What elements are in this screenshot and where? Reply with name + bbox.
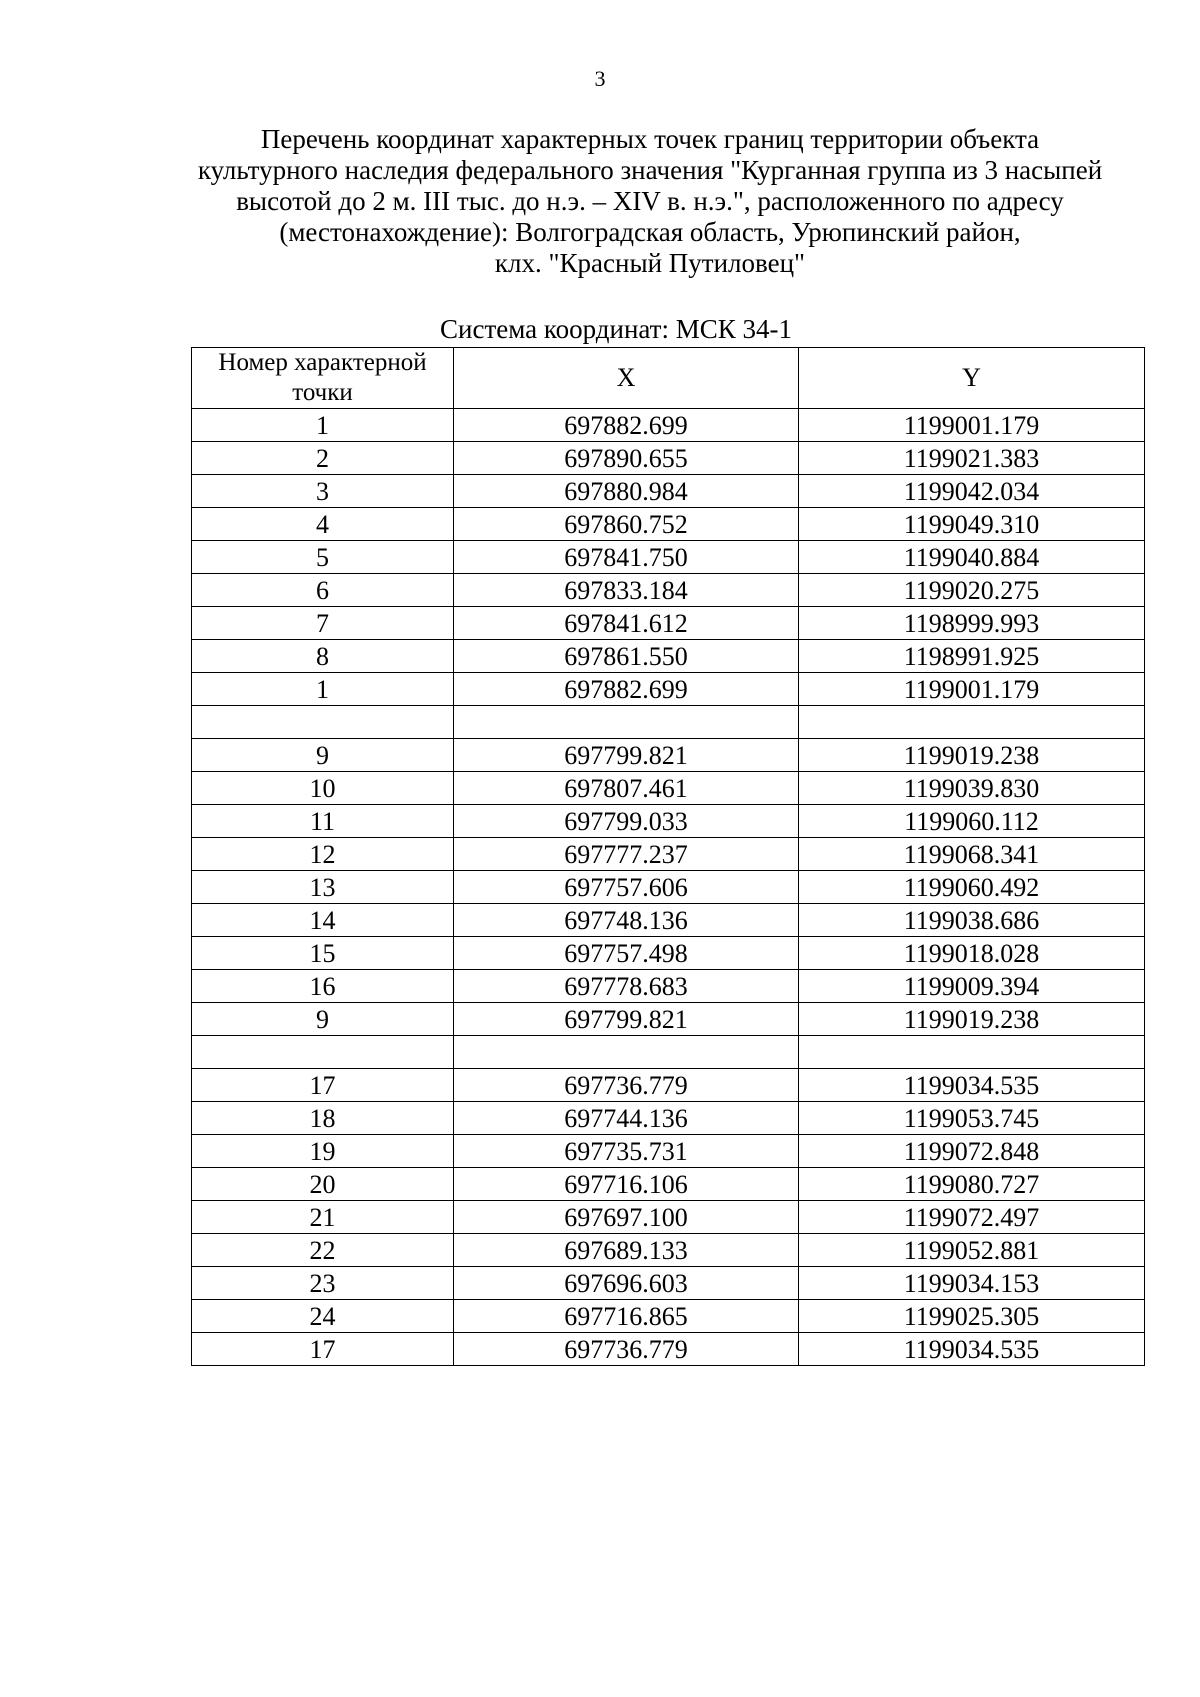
cell-x: 697744.136: [454, 1102, 799, 1135]
cell-y: 1198999.993: [799, 607, 1145, 640]
cell-y: 1198991.925: [799, 640, 1145, 673]
cell-y: 1199034.535: [799, 1333, 1145, 1366]
cell-point-number: 23: [192, 1267, 454, 1300]
cell-point-number: 16: [192, 970, 454, 1003]
table-header-row: [192, 348, 1145, 409]
cell-point-number: 2: [192, 442, 454, 475]
table-row: [192, 541, 1145, 574]
cell-x: 697777.237: [454, 838, 799, 871]
title-line: культурного наследия федерального значения "Курганная группа из 3 насыпей: [197, 155, 1103, 185]
table-row: [192, 1300, 1145, 1333]
cell-point-number: 1: [192, 673, 454, 706]
cell-point-number: 15: [192, 937, 454, 970]
cell-x: 697860.752: [454, 508, 799, 541]
table-row: [192, 1003, 1145, 1036]
table-row: [192, 706, 1145, 739]
cell-y: 1199080.727: [799, 1168, 1145, 1201]
cell-point-number: 1: [192, 409, 454, 442]
cell-x: 697736.779: [454, 1333, 799, 1366]
cell-y: 1199020.275: [799, 574, 1145, 607]
cell-x: 697757.498: [454, 937, 799, 970]
cell-point-number: 3: [192, 475, 454, 508]
cell-y: 1199034.153: [799, 1267, 1145, 1300]
table-row: [192, 739, 1145, 772]
cell-x: 697696.603: [454, 1267, 799, 1300]
cell-x: 697890.655: [454, 442, 799, 475]
table-row: [192, 805, 1145, 838]
cell-x: 697799.821: [454, 739, 799, 772]
cell-y: 1199018.028: [799, 937, 1145, 970]
cell-x: 697841.750: [454, 541, 799, 574]
cell-y: 1199039.830: [799, 772, 1145, 805]
cell-y: 1199042.034: [799, 475, 1145, 508]
cell-x: 697716.865: [454, 1300, 799, 1333]
cell-point-number: 20: [192, 1168, 454, 1201]
cell-y: 1199072.848: [799, 1135, 1145, 1168]
header-x: X: [454, 348, 799, 409]
coordinate-system-caption: Система координат: МСК 34-1: [440, 314, 792, 344]
cell-y: 1199072.497: [799, 1201, 1145, 1234]
cell-y: 1199068.341: [799, 838, 1145, 871]
cell-x: 697882.699: [454, 409, 799, 442]
cell-point-number: 5: [192, 541, 454, 574]
title-line: клх. "Красный Путиловец": [494, 248, 806, 278]
table-row: [192, 1036, 1145, 1069]
table-row: [192, 508, 1145, 541]
cell-point-number: 13: [192, 871, 454, 904]
table-row: [192, 1201, 1145, 1234]
table-row: [192, 1168, 1145, 1201]
header-y: Y: [799, 348, 1145, 409]
title-line: (местонахождение): Волгоградская область, Урюпинский район,: [279, 217, 1021, 247]
cell-x: 697799.821: [454, 1003, 799, 1036]
table-row: [192, 1234, 1145, 1267]
cell-point-number: 8: [192, 640, 454, 673]
title-line: Перечень координат характерных точек границ территории объекта: [260, 124, 1040, 154]
title-line: высотой до 2 м. III тыс. до н.э. – XIV в. н.э.", расположенного по адресу: [236, 186, 1064, 216]
cell-point-number: 9: [192, 739, 454, 772]
cell-point-number: 17: [192, 1069, 454, 1102]
table-row: [192, 1267, 1145, 1300]
cell-x: [454, 1036, 799, 1069]
table-row: [192, 970, 1145, 1003]
table-row: [192, 607, 1145, 640]
cell-y: [799, 1036, 1145, 1069]
table-row: [192, 475, 1145, 508]
table-row: [192, 1102, 1145, 1135]
cell-point-number: [192, 706, 454, 739]
table-body: [192, 409, 1145, 1366]
cell-y: 1199040.884: [799, 541, 1145, 574]
cell-x: 697833.184: [454, 574, 799, 607]
table-row: [192, 1135, 1145, 1168]
cell-point-number: 7: [192, 607, 454, 640]
table-row: [192, 937, 1145, 970]
table-row: [192, 772, 1145, 805]
table-row: [192, 838, 1145, 871]
cell-x: 697716.106: [454, 1168, 799, 1201]
cell-x: 697736.779: [454, 1069, 799, 1102]
page-number: 3: [594, 66, 606, 91]
cell-point-number: 9: [192, 1003, 454, 1036]
cell-y: 1199001.179: [799, 673, 1145, 706]
document-title: [150, 124, 1150, 279]
cell-x: 697735.731: [454, 1135, 799, 1168]
cell-x: 697807.461: [454, 772, 799, 805]
cell-point-number: 22: [192, 1234, 454, 1267]
table-row: [192, 673, 1145, 706]
cell-x: 697861.550: [454, 640, 799, 673]
header-point-number: Номер характерной точки: [192, 348, 454, 409]
cell-y: 1199001.179: [799, 409, 1145, 442]
cell-y: 1199038.686: [799, 904, 1145, 937]
cell-point-number: 11: [192, 805, 454, 838]
cell-y: 1199060.492: [799, 871, 1145, 904]
table-row: [192, 409, 1145, 442]
table-row: [192, 871, 1145, 904]
cell-y: 1199019.238: [799, 739, 1145, 772]
cell-point-number: 4: [192, 508, 454, 541]
cell-point-number: [192, 1036, 454, 1069]
cell-x: 697757.606: [454, 871, 799, 904]
cell-point-number: 17: [192, 1333, 454, 1366]
cell-x: 697748.136: [454, 904, 799, 937]
table-row: [192, 640, 1145, 673]
cell-x: 697778.683: [454, 970, 799, 1003]
cell-x: 697697.100: [454, 1201, 799, 1234]
cell-y: [799, 706, 1145, 739]
cell-point-number: 24: [192, 1300, 454, 1333]
cell-y: 1199060.112: [799, 805, 1145, 838]
cell-x: 697689.133: [454, 1234, 799, 1267]
cell-y: 1199025.305: [799, 1300, 1145, 1333]
cell-y: 1199009.394: [799, 970, 1145, 1003]
cell-point-number: 10: [192, 772, 454, 805]
cell-point-number: 19: [192, 1135, 454, 1168]
cell-point-number: 12: [192, 838, 454, 871]
table-row: [192, 904, 1145, 937]
table-row: [192, 574, 1145, 607]
table-row: [192, 1069, 1145, 1102]
cell-point-number: 6: [192, 574, 454, 607]
cell-y: 1199021.383: [799, 442, 1145, 475]
cell-x: 697880.984: [454, 475, 799, 508]
cell-x: 697841.612: [454, 607, 799, 640]
cell-x: [454, 706, 799, 739]
cell-y: 1199049.310: [799, 508, 1145, 541]
cell-x: 697799.033: [454, 805, 799, 838]
cell-y: 1199052.881: [799, 1234, 1145, 1267]
cell-y: 1199019.238: [799, 1003, 1145, 1036]
cell-point-number: 14: [192, 904, 454, 937]
table-row: [192, 442, 1145, 475]
cell-x: 697882.699: [454, 673, 799, 706]
coordinates-table: [191, 347, 1145, 1366]
cell-y: 1199053.745: [799, 1102, 1145, 1135]
cell-point-number: 21: [192, 1201, 454, 1234]
cell-y: 1199034.535: [799, 1069, 1145, 1102]
cell-point-number: 18: [192, 1102, 454, 1135]
table-row: [192, 1333, 1145, 1366]
